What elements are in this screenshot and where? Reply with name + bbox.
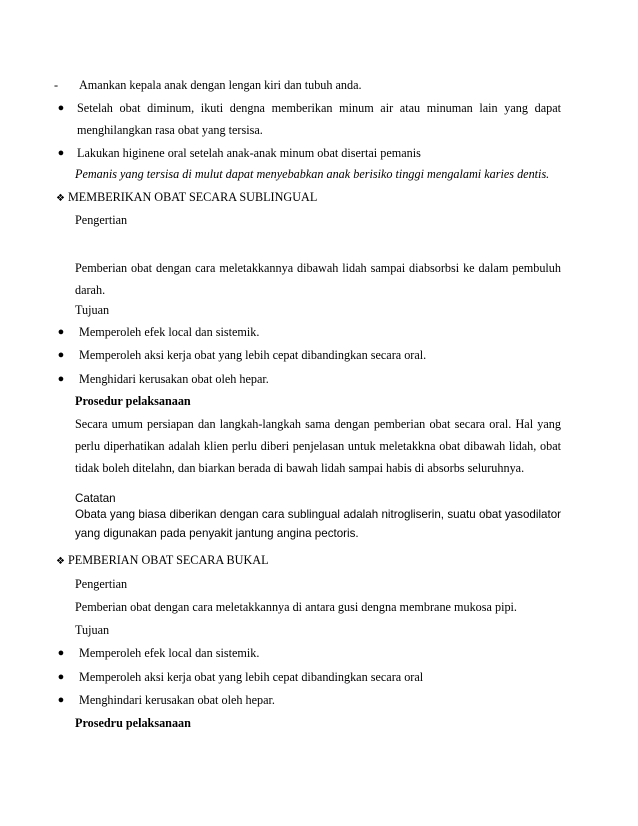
prosedur-text: Secara umum persiapan dan langkah-langkah sama dengan pemberian obat secara oral. Hal yang perlu diperhatikan adalah klien perlu diberi penjelasan untuk meletakkna obat dibawah lidah, obat tidak boleh ditelahn, dan biarkan berada di bawah lidah sampai habis di absorbs seluruhnya. [75,417,561,475]
pengertian-text: Pemberian obat dengan cara meletakkannya dibawah lidah sampai diabsorbsi ke dalam pembuluh darah. [75,261,561,297]
tujuan-item: Memperoleh aksi kerja obat yang lebih cepat dibandingkan secara oral [79,670,424,684]
bullet-icon: ● [57,373,65,385]
bullet-icon: ● [57,102,65,114]
section-heading-bukal: ❖ PEMBERIAN OBAT SECARA BUKAL [56,553,269,567]
tujuan-item: Memperoleh efek local dan sistemik. [79,325,260,339]
tujuan-item: Menghidari kerusakan obat oleh hepar. [79,372,269,386]
diamond-bullet-icon: ❖ [56,193,65,204]
tujuan-label: Tujuan [75,623,110,637]
bullet-icon: ● [57,694,65,706]
pengertian-label: Pengertian [75,213,128,227]
bullet-icon: ● [57,349,65,361]
bullet-icon: ● [57,147,65,159]
diamond-bullet-icon: ❖ [56,556,65,567]
tujuan-item: Menghindari kerusakan obat oleh hepar. [79,693,275,707]
catatan-text: Obata yang biasa diberikan dengan cara sublingual adalah nitrogliserin, suatu obat yasodilator yang digunakan pada penyakit jantung angina pectoris. [75,508,561,540]
bullet-text-2: Lakukan higinene oral setelah anak-anak minum obat disertai pemanis [77,146,421,160]
prosedur-label: Prosedru pelaksanaan [75,716,191,730]
pengertian-label: Pengertian [75,577,128,591]
tujuan-item: Memperoleh aksi kerja obat yang lebih cepat dibandingkan secara oral. [79,348,427,362]
italic-note: Pemanis yang tersisa di mulut dapat menyebabkan anak berisiko tinggi mengalami karies dentis. [75,167,550,181]
pengertian-text: Pemberian obat dengan cara meletakkannya di antara gusi dengna membrane mukosa pipi. [75,600,517,614]
bullet-text-1: Setelah obat diminum, ikuti dengna memberikan minum air atau minuman lain yang dapat menghilangkan rasa obat yang tersisa. [77,101,561,137]
tujuan-label: Tujuan [75,303,110,317]
bullet-icon: ● [57,647,65,659]
bullet-icon: ● [57,326,65,338]
catatan-label: Catatan [75,492,116,505]
tujuan-item: Memperoleh efek local dan sistemik. [79,646,260,660]
prosedur-label: Prosedur pelaksanaan [75,394,191,408]
section-heading-sublingual: ❖ MEMBERIKAN OBAT SECARA SUBLINGUAL [56,190,318,204]
bullet-icon: ● [57,671,65,683]
dash-line-text: Amankan kepala anak dengan lengan kiri dan tubuh anda. [79,78,362,92]
dash-marker: - [54,78,59,92]
